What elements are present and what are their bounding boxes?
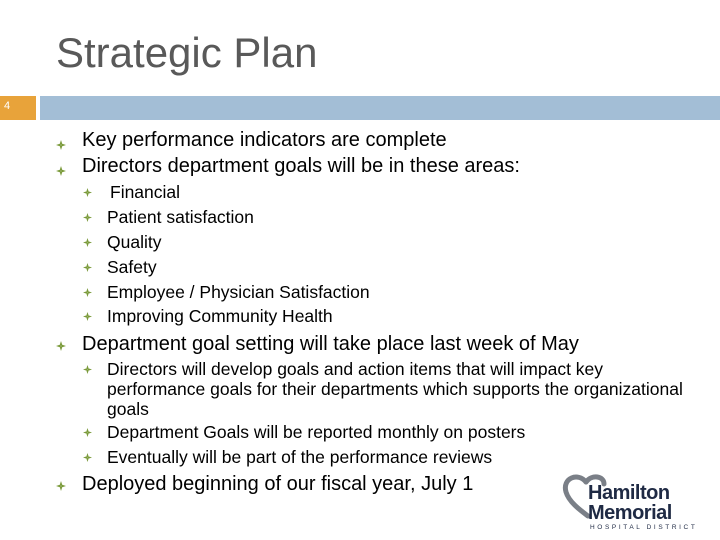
area-item: Safety bbox=[107, 257, 157, 277]
slide-number: 4 bbox=[4, 100, 11, 112]
diamond-bullet-icon bbox=[83, 365, 93, 375]
diamond-bullet-icon bbox=[83, 263, 93, 273]
area-item: Quality bbox=[107, 232, 162, 252]
diamond-bullet-icon bbox=[83, 213, 93, 223]
area-item: Employee / Physician Satisfaction bbox=[107, 282, 370, 302]
goal-detail-item: Directors will develop goals and action items that will impact key performance goals for their departments which supports the organizational goals bbox=[107, 359, 683, 419]
bullet-goal-setting: Department goal setting will take place last week of May bbox=[82, 333, 579, 355]
header-band bbox=[40, 96, 720, 120]
bullet-kpi: Key performance indicators are complete bbox=[82, 129, 447, 151]
logo-line-1: Hamilton bbox=[588, 482, 670, 504]
diamond-bullet-icon bbox=[56, 166, 66, 176]
area-item: Improving Community Health bbox=[107, 306, 333, 326]
diamond-bullet-icon bbox=[83, 428, 93, 438]
diamond-bullet-icon bbox=[83, 188, 93, 198]
goal-detail-item: Department Goals will be reported monthly on posters bbox=[107, 422, 526, 442]
bullet-directors: Directors department goals will be in these areas: bbox=[82, 155, 520, 177]
diamond-bullet-icon bbox=[83, 453, 93, 463]
diamond-bullet-icon bbox=[83, 238, 93, 248]
diamond-bullet-icon bbox=[83, 288, 93, 298]
hamilton-memorial-logo bbox=[560, 470, 710, 534]
slide-title: Strategic Plan bbox=[56, 29, 318, 76]
area-item: Patient satisfaction bbox=[107, 207, 254, 227]
logo-line-2: Memorial bbox=[588, 502, 672, 524]
bullet-deployed: Deployed beginning of our fiscal year, July 1 bbox=[82, 473, 474, 495]
diamond-bullet-icon bbox=[83, 312, 93, 322]
diamond-bullet-icon bbox=[56, 140, 66, 150]
goal-detail-item: Eventually will be part of the performance reviews bbox=[107, 447, 493, 467]
diamond-bullet-icon bbox=[56, 481, 66, 491]
diamond-bullet-icon bbox=[56, 341, 66, 351]
area-item: Financial bbox=[110, 182, 181, 202]
logo-line-3: HOSPITAL DISTRICT bbox=[590, 524, 698, 531]
